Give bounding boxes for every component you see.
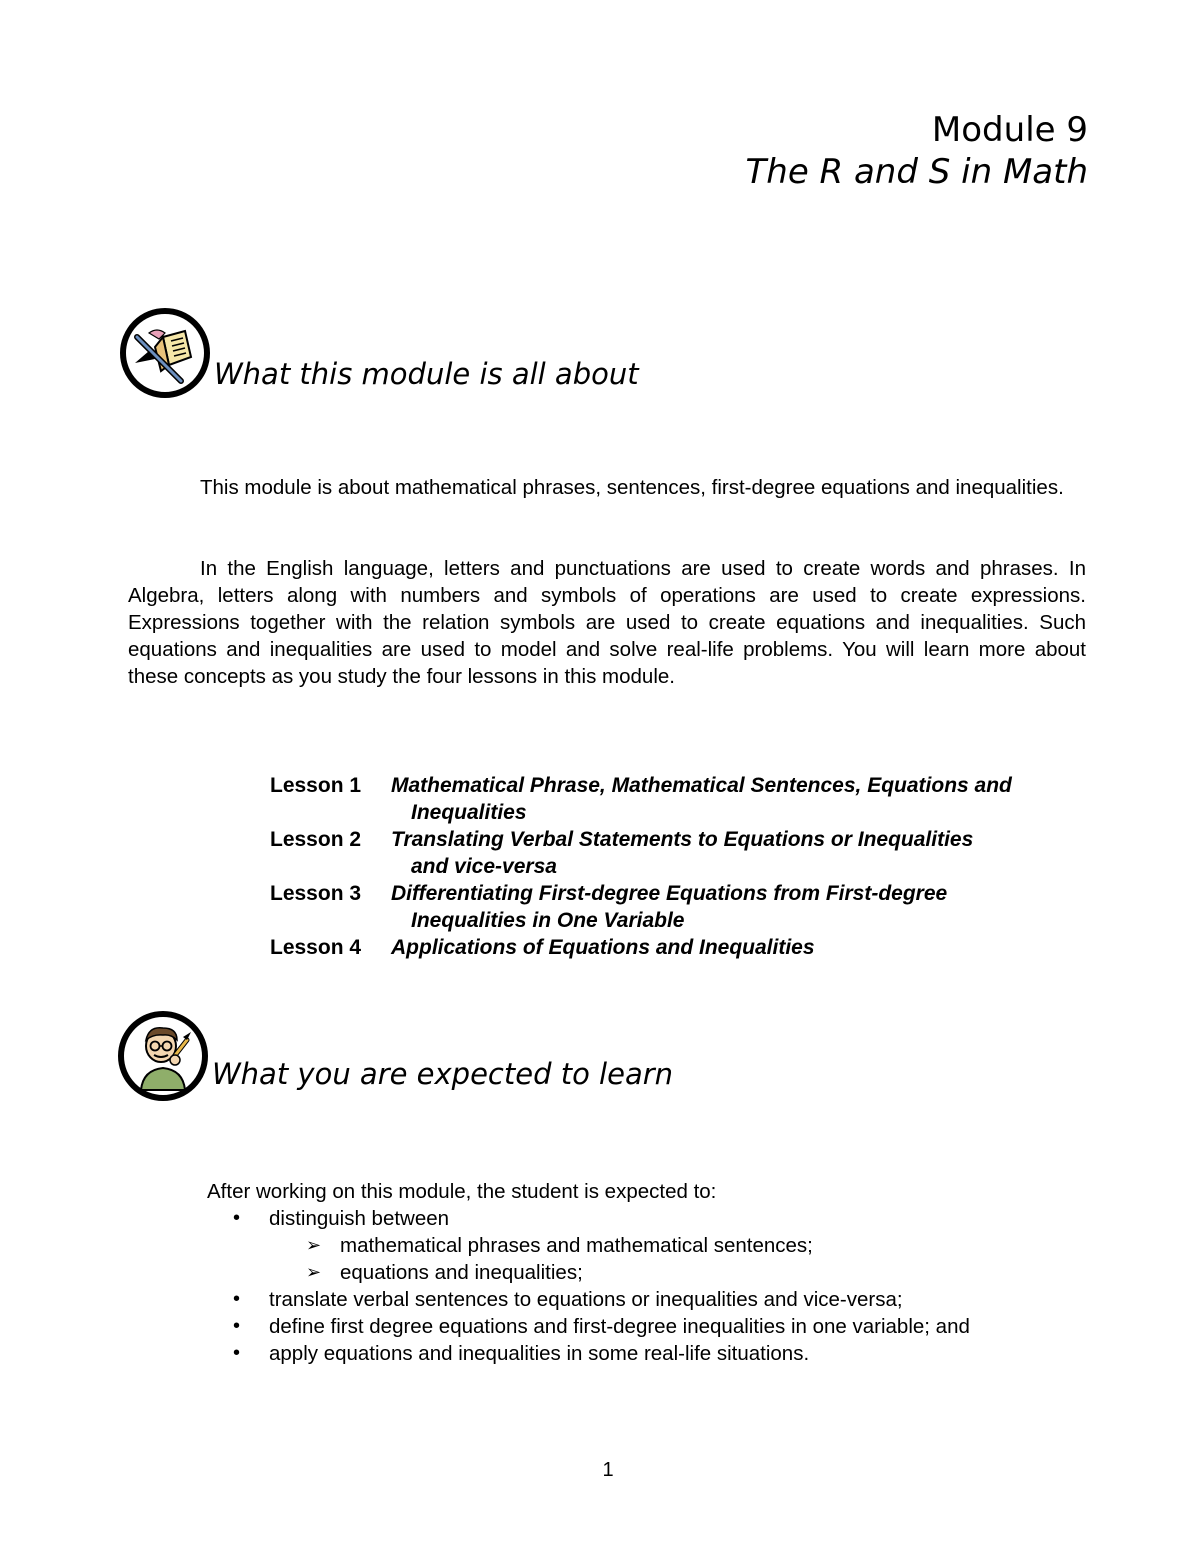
lesson-item — [270, 772, 1100, 826]
lesson-title: Differentiating First-degree Equations from First-degree Inequalities in One Variable — [391, 882, 948, 932]
lesson-label: Lesson 2 — [270, 828, 362, 851]
list-item-text: apply equations and inequalities in some real-life situations. — [269, 1342, 810, 1365]
page-number: 1 — [602, 1459, 614, 1481]
module-title: The R and S in Math — [745, 152, 1088, 192]
bullet-icon: • — [233, 1207, 241, 1229]
list-item — [233, 1205, 1133, 1232]
list-item-text: define first degree equations and first-degree inequalities in one variable; and — [269, 1315, 970, 1338]
lesson-label: Lesson 1 — [270, 774, 362, 797]
module-number: Module 9 — [931, 110, 1088, 150]
learn-intro: After working on this module, the student is expected to: — [207, 1180, 717, 1203]
sub-list-item — [306, 1259, 1106, 1286]
section-title-learn: What you are expected to learn — [212, 1057, 674, 1091]
student-with-pencil-icon — [117, 1010, 209, 1102]
paragraph-intro: This module is about mathematical phrases, sentences, first-degree equations and inequalities. — [200, 476, 1064, 499]
lesson-item — [270, 826, 1100, 880]
lesson-label: Lesson 4 — [270, 936, 362, 959]
arrow-bullet-icon: ➢ — [306, 1262, 322, 1282]
bullet-icon: • — [233, 1315, 241, 1337]
sub-list-item-text: mathematical phrases and mathematical sentences; — [340, 1234, 813, 1257]
lesson-label: Lesson 3 — [270, 882, 362, 905]
paragraph-detail: In the English language, letters and punctuations are used to create words and phrases. In Algebra, letters along with numbers and symbols of operations are used to create expressions. Expressions together with the relation symbols are used to create equations and inequalities. Such equations and inequalities are used to model and solve real-life problems. You will learn more about these concepts as you study the four lessons in this module. — [128, 557, 1086, 688]
arrow-bullet-icon: ➢ — [306, 1235, 322, 1255]
list-item — [233, 1286, 1133, 1313]
list-item — [233, 1340, 1133, 1367]
sub-list-item-text: equations and inequalities; — [340, 1261, 583, 1284]
lesson-title: Mathematical Phrase, Mathematical Sentences, Equations and Inequalities — [391, 774, 1012, 824]
bullet-icon: • — [233, 1288, 241, 1310]
lesson-title: Translating Verbal Statements to Equations or Inequalities and vice-versa — [391, 828, 974, 878]
lesson-title: Applications of Equations and Inequalities — [391, 936, 815, 959]
lesson-item — [270, 880, 1100, 934]
bullet-icon: • — [233, 1342, 241, 1364]
list-item-text: distinguish between — [269, 1207, 450, 1230]
list-item-text: translate verbal sentences to equations or inequalities and vice-versa; — [269, 1288, 903, 1311]
lesson-item — [270, 934, 1100, 961]
section-title-about: What this module is all about — [214, 357, 639, 391]
book-and-pen-icon — [119, 307, 211, 399]
sub-list-item — [306, 1232, 1106, 1259]
list-item — [233, 1313, 1133, 1340]
